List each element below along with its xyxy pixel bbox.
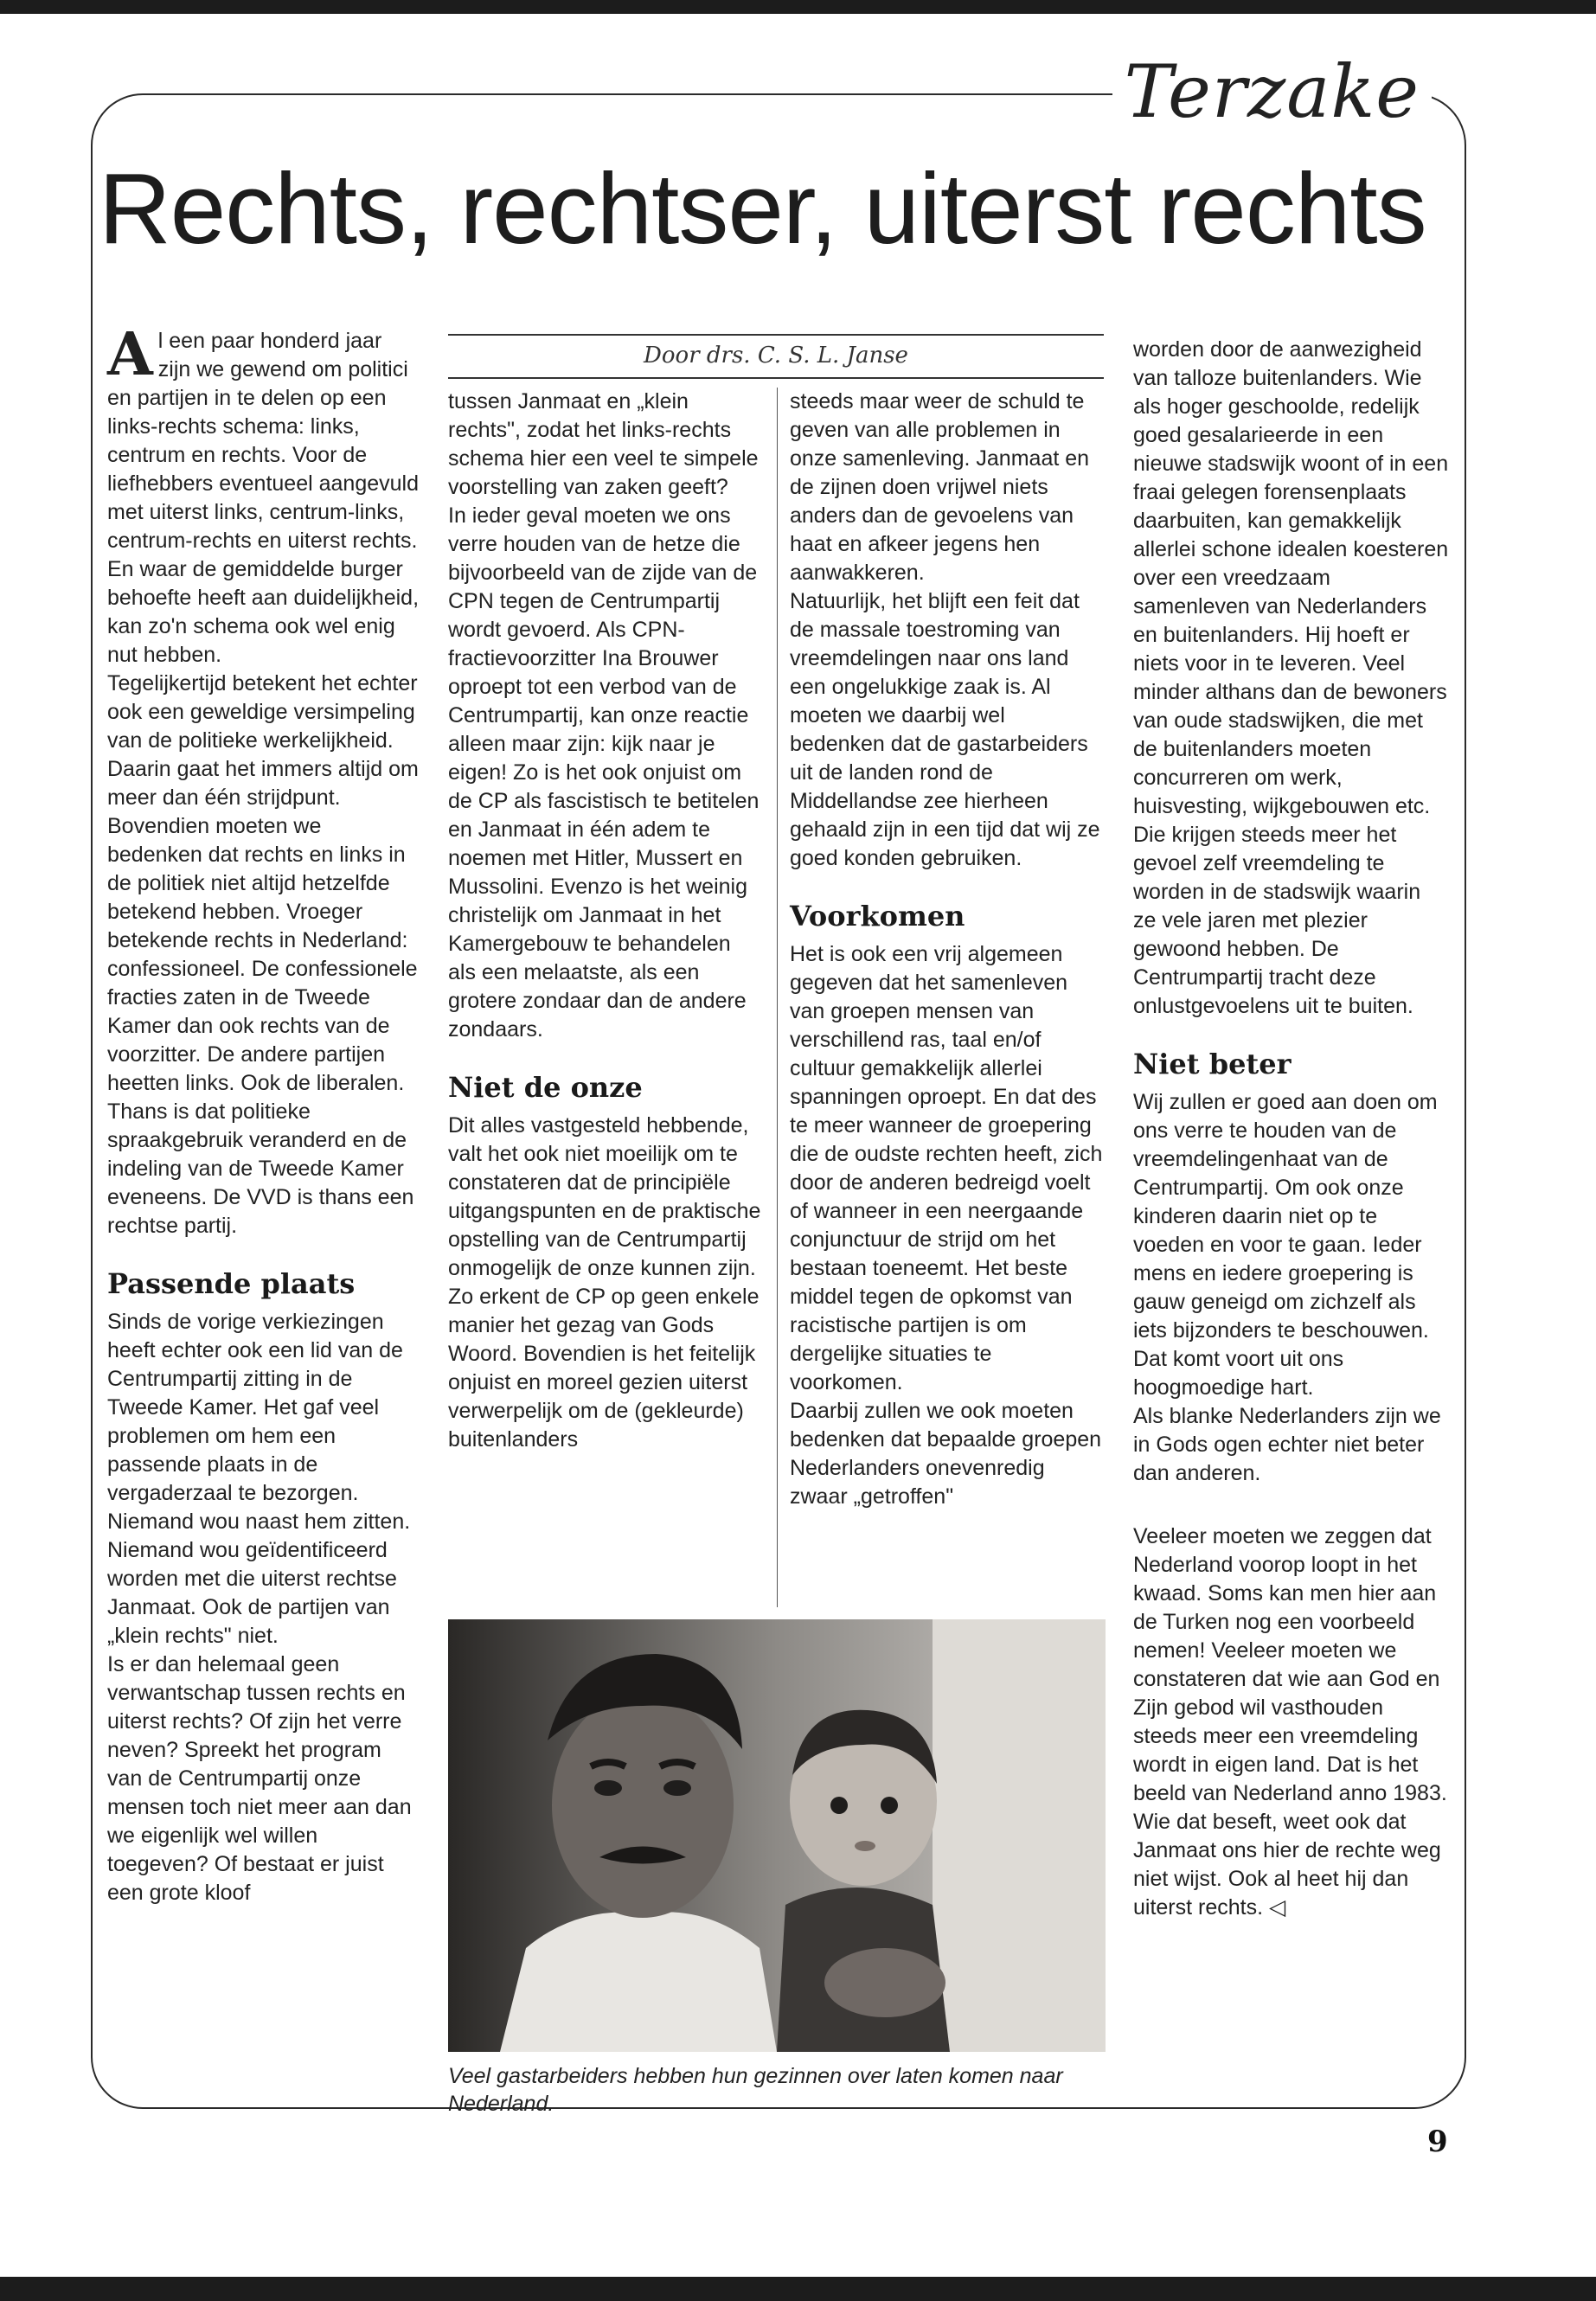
- paragraph: tussen Janmaat en „klein rechts", zodat het links-rechts schema hier een veel te simpele voorstelling van zaken geeft?: [448, 389, 759, 499]
- article-column-4: [1133, 336, 1449, 1922]
- paragraph: Wij zullen er goed aan doen om ons verre te houden van de vreemdelingenhaat van de Centrumpartij. Om ook onze kinderen daarin niet op te voeden en voor te gaan. Ieder mens en iedere groepering is gauw geneigd om zichzelf als iets bijzonders te beschouwen.: [1133, 1090, 1438, 1343]
- byline: Door drs. C. S. L. Janse: [644, 343, 908, 369]
- byline-rule-top: [448, 334, 1104, 336]
- paragraph: Tegelijkertijd betekent het echter ook een geweldige versimpeling van de politieke werkelijkheid. Daarin gaat het immers altijd om meer dan één strijdpunt. Bovendien moeten we bedenken dat rechts en links in de politiek niet altijd hetzelfde betekend hebben. Vroeger betekende rechts in Nederland: confessioneel. De confessionele fracties zaten in de Tweede Kamer dan ook rechts van de voorzitter. De andere partijen heetten links. Ook de liberalen. Thans is dat politieke spraakgebruik veranderd en de indeling van de Tweede Kamer eveneens. De VVD is thans een rechtse partij.: [107, 671, 419, 1238]
- paragraph: steeds maar weer de schuld te geven van alle problemen in onze samenleving. Janmaat en de zijnen doen vrijwel niets anders dan de gevoelens van haat en afkeer jegens hen aanwakkeren.: [790, 389, 1090, 585]
- section-tag: Terzake: [1112, 55, 1432, 128]
- subheading-passende-plaats: Passende plaats: [107, 1267, 356, 1300]
- paragraph: Dat komt voort uit ons hoogmoedige hart.: [1133, 1347, 1344, 1400]
- paragraph: worden door de aanwezigheid van talloze buitenlanders. Wie als hoger geschoolde, redelijk goed gesalarieerde in een nieuwe stadswijk woont of in een fraai gelegen forensenplaats daarbuiten, kan gemakkelijk allerlei schone idealen koesteren over een vreedzaam samenleven van Nederlanders en buitenlanders. Hij hoeft er niets voor in te leveren. Veel minder althans dan de bewoners van oude stadswijken, die met de buitenlanders moeten concurreren om werk, huisvesting, wijkgebouwen etc. Die krijgen steeds meer het gevoel zelf vreemdeling te worden in de stadswijk waarin ze vele jaren met plezier gewoond hebben. De Centrumpartij tracht deze onlustgevoelens uit te buiten.: [1133, 337, 1449, 1018]
- paragraph-text: l een paar honderd jaar zijn we gewend om politici en partijen in te delen op een links-rechts schema: links, centrum en rechts. Voor de liefhebbers eventueel aangevuld met uiterst links, centrum-links, centrum-rechts en uiterst rechts. En waar de gemiddelde burger behoefte heeft aan duidelijkheid, kan zo'n schema ook wel enig nut hebben.: [107, 329, 420, 667]
- article-headline: Rechts, rechtser, uiterst rechts: [99, 152, 1426, 265]
- article-column-2: [448, 388, 764, 1454]
- paragraph: Het is ook een vrij algemeen gegeven dat het samenleven van groepen mensen van verschillend ras, taal en/of cultuur gemakkelijk allerlei spanningen oproept. En dat des te meer wanneer de groepering die de oudste rechten heeft, zich door de anderen bedreigd voelt of wanneer in een neergaande conjunctuur de strijd om het bestaan toeneemt. Het beste middel tegen de opkomst van racistische partijen is om dergelijke situaties te voorkomen.: [790, 942, 1103, 1394]
- paragraph: Natuurlijk, het blijft een feit dat de massale toestroming van vreemdelingen naar ons land een ongelukkige zaak is. Al moeten we daarbij wel bedenken dat de gastarbeiders uit de landen rond de Middellandse zee hierheen gehaald zijn in een tijd dat wij ze goed konden gebruiken.: [790, 589, 1100, 870]
- article-photo: [448, 1619, 1106, 2052]
- paragraph: [107, 320, 420, 670]
- photo-father-and-child: [448, 1619, 1106, 2052]
- drop-cap: A: [107, 320, 153, 389]
- column-divider: [777, 388, 778, 1607]
- article-column-3: [790, 388, 1106, 1511]
- paragraph: Is er dan helemaal geen verwantschap tussen rechts en uiterst rechts? Of zijn het verre neven? Spreekt het program van de Centrumpartij onze mensen toch niet meer aan dan we eigenlijk wel willen toegeven? Of bestaat er juist een grote kloof: [107, 1652, 412, 1905]
- paragraph: Daarbij zullen we ook moeten bedenken dat bepaalde groepen Nederlanders onevenredig zwaar „getroffen": [790, 1399, 1102, 1509]
- photo-caption: Veel gastarbeiders hebben hun gezinnen over laten komen naar Nederland.: [448, 2064, 1063, 2116]
- top-black-rule: [0, 0, 1596, 14]
- subheading-niet-de-onze: Niet de onze: [448, 1071, 643, 1104]
- subheading-voorkomen: Voorkomen: [790, 900, 965, 933]
- subheading-niet-beter: Niet beter: [1133, 1048, 1292, 1080]
- paragraph: Dit alles vastgesteld hebbende, valt het ook niet moeilijk om te constateren dat de principiële uitgangspunten en de praktische opstelling van de Centrumpartij onmogelijk de onze kunnen zijn. Zo erkent de CP op geen enkele manier het gezag van Gods Woord. Bovendien is het feitelijk onjuist en moreel gezien uiterst verwerpelijk om de (gekleurde) buitenlanders: [448, 1113, 761, 1452]
- paragraph: Veeleer moeten we zeggen dat Nederland voorop loopt in het kwaad. Soms kan men hier aan de Turken nog een voorbeeld nemen! Veeleer moeten we constateren dat wie aan God en Zijn gebod wil vasthouden steeds meer een vreemdeling wordt in eigen land. Dat is het beeld van Nederland anno 1983. Wie dat beseft, weet ook dat Janmaat ons hier de rechte weg niet wijst. Ook al heet hij dan uiterst rechts. ◁: [1133, 1524, 1447, 1920]
- paragraph: In ieder geval moeten we ons verre houden van de hetze die bijvoorbeeld van de zijde van de CPN tegen de Centrumpartij wordt gevoerd. Als CPN-fractievoorzitter Ina Brouwer oproept tot een verbod van de Centrumpartij, kan onze reactie alleen maar zijn: kijk naar je eigen! Zo is het ook onjuist om de CP als fascistisch te betitelen en Janmaat in één adem te noemen met Hitler, Mussert en Mussolini. Evenzo is het weinig christelijk om Janmaat in het Kamergebouw te behandelen als een melaatste, als een grotere zondaar dan de andere zondaars.: [448, 503, 760, 1042]
- byline-rule-bottom: [448, 377, 1104, 379]
- paragraph: Sinds de vorige verkiezingen heeft echter ook een lid van de Centrumpartij zitting in de Tweede Kamer. Het gaf veel problemen om hem een passende plaats in de vergaderzaal te bezorgen. Niemand wou naast hem zitten. Niemand wou geïdentificeerd worden met die uiterst rechtse Janmaat. Ook de partijen van „klein rechts" niet.: [107, 1310, 411, 1648]
- page-number: 9: [1427, 2125, 1448, 2159]
- paragraph: Als blanke Nederlanders zijn we in Gods ogen echter niet beter dan anderen.: [1133, 1404, 1441, 1485]
- bottom-black-rule: [0, 2277, 1596, 2301]
- article-column-1: [107, 320, 420, 1907]
